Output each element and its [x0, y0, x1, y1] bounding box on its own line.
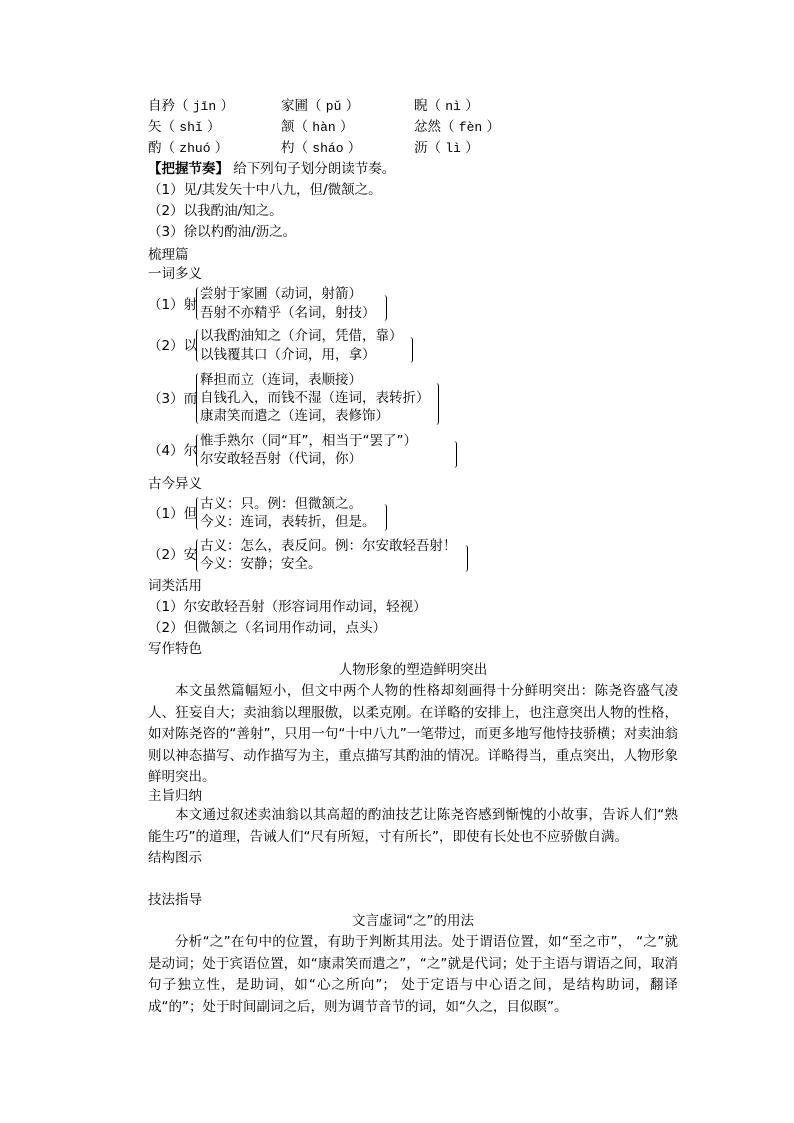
brace-right: [382, 504, 387, 531]
brace-left: [196, 539, 201, 572]
brace-right: [463, 545, 468, 572]
structure-title: 结构图示: [148, 850, 202, 866]
review-title: 梳理篇: [148, 247, 189, 263]
rhythm-item: （2）以我酌油/知之。: [148, 203, 283, 219]
ancient-modern-title: 古今异义: [148, 476, 202, 492]
theme-body: 本文通过叙述卖油翁以其高超的酌油技艺让陈尧咨感到惭愧的小故事，告诉人们“熟能生巧”的道理，告诫人们“尺有所短，寸有所长”，即使有长处也不应骄傲自满。: [148, 807, 678, 845]
pronunciation-item: 颔（ hàn ）: [281, 119, 354, 135]
pronunciation-item: 忿然（ fèn ）: [414, 119, 500, 135]
polysemy-line: 以钱覆其口（介词，用，拿）: [200, 347, 376, 363]
brace-left: [196, 497, 201, 530]
brace-left: [196, 287, 201, 320]
polysemy-label: （2）以: [148, 338, 198, 354]
word-class-item: （2）但微颔之（名词用作动词，点头）: [148, 620, 387, 636]
rhythm-item: （1）见/其发矢十中八九，但/微颔之。: [148, 182, 382, 198]
polysemy-line: 康肃笑而遣之（连词，表修饰）: [200, 408, 389, 424]
pronunciation-item: 沥（ lì ）: [414, 140, 479, 156]
brace-left: [196, 373, 201, 424]
writing-body: 本文虽然篇幅短小，但文中两个人物的性格却刻画得十分鲜明突出：陈尧咨盛气凌人、狂妄自大；卖油翁以理服傲，以柔克刚。在详略的安排上，也注意突出人物的性格，如对陈尧咨的“善射”，只用一句“十中八九”一笔带过，而更多地写他恃技骄横；对卖油翁则以神态描写、动作描写为主，重点描写其酌油的情况。详略得当，重点突出，人物形象鲜明突出。: [148, 683, 678, 785]
brace-right: [434, 383, 439, 425]
word-class-item: （1）尔安敢轻吾射（形容词用作动词，轻视）: [148, 599, 427, 615]
brace-right: [382, 295, 387, 321]
ancient-modern-line: 今义：连词，表转折，但是。: [200, 514, 376, 530]
polysemy-line: 吾射不亦精乎（名词，射技）: [200, 305, 376, 321]
writing-title: 写作特色: [148, 641, 202, 657]
word-class-title: 词类活用: [148, 578, 202, 594]
pronunciation-item: 酌（ zhuó ）: [148, 140, 229, 156]
ancient-modern-line: 古义：只。例：但微颔之。: [200, 496, 362, 512]
pronunciation-item: 杓（ sháo ）: [281, 140, 362, 156]
pronunciation-item: 家圃（ pǔ ）: [281, 98, 360, 114]
brace-right: [408, 337, 413, 363]
polysemy-line: 释担而立（连词，表顺接）: [200, 372, 362, 388]
polysemy-line: 自钱孔入，而钱不湿（连词，表转折）: [200, 390, 430, 406]
ancient-modern-label: （1）但: [148, 506, 198, 522]
ancient-modern-line: 今义：安静；安全。: [200, 556, 322, 572]
polysemy-label: （4）尔: [148, 443, 198, 459]
writing-subtitle: 人物形象的塑造鲜明突出: [338, 662, 488, 678]
pronunciation-item: 睨（ nì ）: [414, 98, 479, 114]
polysemy-title: 一词多义: [148, 266, 202, 282]
rhythm-heading: 【把握节奏】: [148, 161, 229, 177]
theme-title: 主旨归纳: [148, 788, 202, 804]
polysemy-line: 惟手熟尔（同“耳”，相当于“罢了”）: [200, 433, 417, 449]
technique-subtitle: 文言虚词“之”的用法: [352, 913, 474, 929]
polysemy-line: 以我酌油知之（介词，凭借，靠）: [200, 328, 403, 344]
rhythm-item: （3）徐以杓酌油/沥之。: [148, 224, 297, 240]
brace-left: [196, 329, 201, 362]
rhythm-instruction: 给下列句子划分朗读节奏。: [233, 161, 396, 177]
ancient-modern-line: 古义：怎么，表反问。例：尔安敢轻吾射！: [200, 538, 457, 554]
polysemy-line: 尝射于家圃（动词，射箭）: [200, 286, 362, 302]
brace-left: [196, 434, 201, 467]
technique-body: 分析“之”在句中的位置，有助于判断其用法。处于谓语位置，如“至之市”， “之”就是动词；处于宾语位置，如“康肃笑而遣之”，“之”就是代词；处于主语与谓语之间，取消句子独立性，是助词，如“心之所向”； 处于定语与中心语之间，是结构助词，翻译成“的”；处于时间副词之后，则为调节音节的词，如“久之，目似瞑”。: [148, 934, 678, 1015]
technique-title: 技法指导: [148, 892, 202, 908]
pronunciation-item: 自矜（ jīn ）: [148, 98, 234, 114]
polysemy-line: 尔安敢轻吾射（代词，你）: [200, 451, 362, 467]
pronunciation-item: 矢（ shǐ ）: [148, 119, 221, 135]
ancient-modern-label: （2）安: [148, 547, 198, 563]
rhythm-heading-line: [148, 159, 395, 179]
polysemy-label: （3）而: [148, 391, 198, 407]
polysemy-label: （1）射: [148, 297, 198, 313]
brace-right: [452, 441, 457, 468]
